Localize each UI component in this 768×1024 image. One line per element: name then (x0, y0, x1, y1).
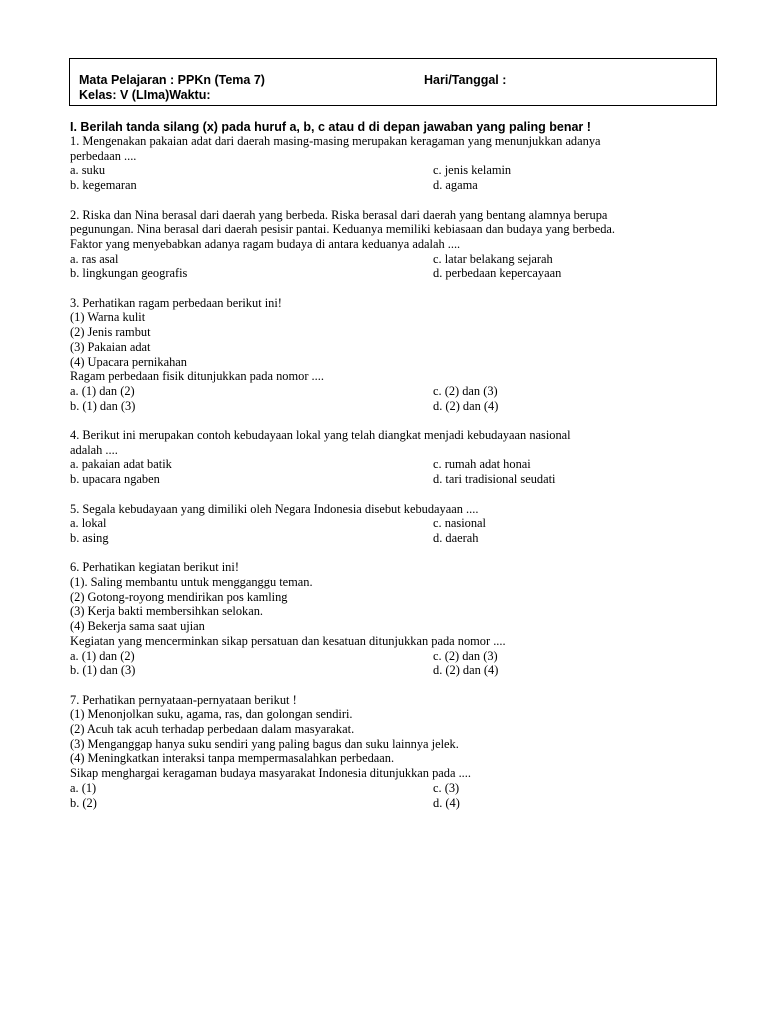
question-line: (3) Menganggap hanya suku sendiri yang paling bagus dan suku lainnya jelek. (70, 736, 459, 751)
question-line: (1) Warna kulit (70, 310, 146, 325)
answer-option-a[interactable]: a. lokal (70, 516, 107, 531)
answer-option-d[interactable]: d. (2) dan (4) (433, 663, 499, 678)
answer-options (70, 649, 710, 678)
question-6 (70, 560, 710, 678)
question-line: (4) Bekerja sama saat ujian (70, 619, 205, 634)
question-line: (2) Jenis rambut (70, 325, 151, 340)
answer-option-b[interactable]: b. (1) dan (3) (70, 663, 136, 678)
question-line: adalah .... (70, 442, 118, 457)
answer-option-c[interactable]: c. (3) (433, 780, 460, 795)
answer-option-b[interactable]: b. kegemaran (70, 178, 137, 193)
instruction: I. Berilah tanda silang (x) pada huruf a, b, c atau d di depan jawaban yang paling benar ! (70, 120, 591, 134)
answer-option-a[interactable]: a. (1) dan (2) (70, 648, 135, 663)
answer-option-d[interactable]: d. tari tradisional seudati (433, 472, 556, 487)
question-line: (2) Gotong-royong mendirikan pos kamling (70, 589, 288, 604)
answer-option-b[interactable]: b. (2) (70, 795, 97, 810)
question-line: 6. Perhatikan kegiatan berikut ini! (70, 560, 239, 575)
question-line: (1). Saling membantu untuk mengganggu teman. (70, 575, 313, 590)
answer-option-c[interactable]: c. nasional (433, 516, 486, 531)
question-line: (2) Acuh tak acuh terhadap perbedaan dalam masyarakat. (70, 722, 355, 737)
answer-option-c[interactable]: c. (2) dan (3) (433, 383, 498, 398)
question-line: Kegiatan yang mencerminkan sikap persatuan dan kesatuan ditunjukkan pada nomor .... (70, 633, 506, 648)
question-line: 7. Perhatikan pernyataan-pernyataan berikut ! (70, 692, 297, 707)
questions-list (70, 134, 710, 825)
question-line: perbedaan .... (70, 148, 137, 163)
question-5 (70, 502, 710, 546)
question-line: (3) Pakaian adat (70, 339, 151, 354)
answer-options (70, 516, 710, 545)
question-7 (70, 693, 710, 811)
answer-option-d[interactable]: d. daerah (433, 530, 479, 545)
answer-option-b[interactable]: b. lingkungan geografis (70, 266, 188, 281)
question-line: Ragam perbedaan fisik ditunjukkan pada nomor .... (70, 369, 324, 384)
answer-options (70, 384, 710, 413)
question-line: Faktor yang menyebabkan adanya ragam budaya di antara keduanya adalah .... (70, 236, 461, 251)
question-line: Sikap menghargai keragaman budaya masyarakat Indonesia ditunjukkan pada .... (70, 766, 471, 781)
question-line: 5. Segala kebudayaan yang dimiliki oleh Negara Indonesia disebut kebudayaan .... (70, 501, 479, 516)
answer-options (70, 457, 710, 486)
answer-option-c[interactable]: c. latar belakang sejarah (433, 251, 553, 266)
question-line: (4) Upacara pernikahan (70, 354, 187, 369)
answer-option-c[interactable]: c. rumah adat honai (433, 457, 531, 472)
day-date-label: Hari/Tanggal : (424, 73, 507, 87)
question-1 (70, 134, 710, 193)
class-time-label: Kelas: V (LIma)Waktu: (79, 88, 211, 102)
question-line: 4. Berikut ini merupakan contoh kebudayaan lokal yang telah diangkat menjadi kebudayaan nasional (70, 428, 571, 443)
answer-option-a[interactable]: a. (1) dan (2) (70, 383, 135, 398)
question-2 (70, 208, 710, 282)
answer-option-d[interactable]: d. (4) (433, 795, 460, 810)
question-line: pegunungan. Nina berasal dari daerah pesisir pantai. Keduanya memiliki kebiasaan dan budaya yang berbeda. (70, 222, 615, 237)
answer-option-a[interactable]: a. pakaian adat batik (70, 457, 172, 472)
question-line: (1) Menonjolkan suku, agama, ras, dan golongan sendiri. (70, 707, 353, 722)
answer-option-d[interactable]: d. (2) dan (4) (433, 398, 499, 413)
answer-option-a[interactable]: a. suku (70, 163, 106, 178)
header-box (69, 58, 717, 106)
question-line: 1. Mengenakan pakaian adat dari daerah masing-masing merupakan keragaman yang menunjukkan adanya (70, 134, 601, 148)
question-line: 2. Riska dan Nina berasal dari daerah yang berbeda. Riska berasal dari daerah yang bentang alamnya berupa (70, 207, 608, 222)
answer-option-b[interactable]: b. asing (70, 530, 109, 545)
question-3 (70, 296, 710, 414)
subject-label: Mata Pelajaran : PPKn (Tema 7) (79, 73, 265, 87)
answer-option-b[interactable]: b. (1) dan (3) (70, 398, 136, 413)
answer-options (70, 252, 710, 281)
answer-option-d[interactable]: d. perbedaan kepercayaan (433, 266, 562, 281)
answer-options (70, 781, 710, 810)
answer-option-d[interactable]: d. agama (433, 178, 478, 193)
question-line: (4) Meningkatkan interaksi tanpa mempermasalahkan perbedaan. (70, 751, 395, 766)
question-line: 3. Perhatikan ragam perbedaan berikut ini! (70, 295, 282, 310)
question-line: (3) Kerja bakti membersihkan selokan. (70, 604, 264, 619)
answer-option-a[interactable]: a. ras asal (70, 251, 119, 266)
answer-option-c[interactable]: c. jenis kelamin (433, 163, 512, 178)
answer-options (70, 163, 710, 192)
answer-option-a[interactable]: a. (1) (70, 780, 97, 795)
question-4 (70, 428, 710, 487)
answer-option-c[interactable]: c. (2) dan (3) (433, 648, 498, 663)
answer-option-b[interactable]: b. upacara ngaben (70, 472, 160, 487)
